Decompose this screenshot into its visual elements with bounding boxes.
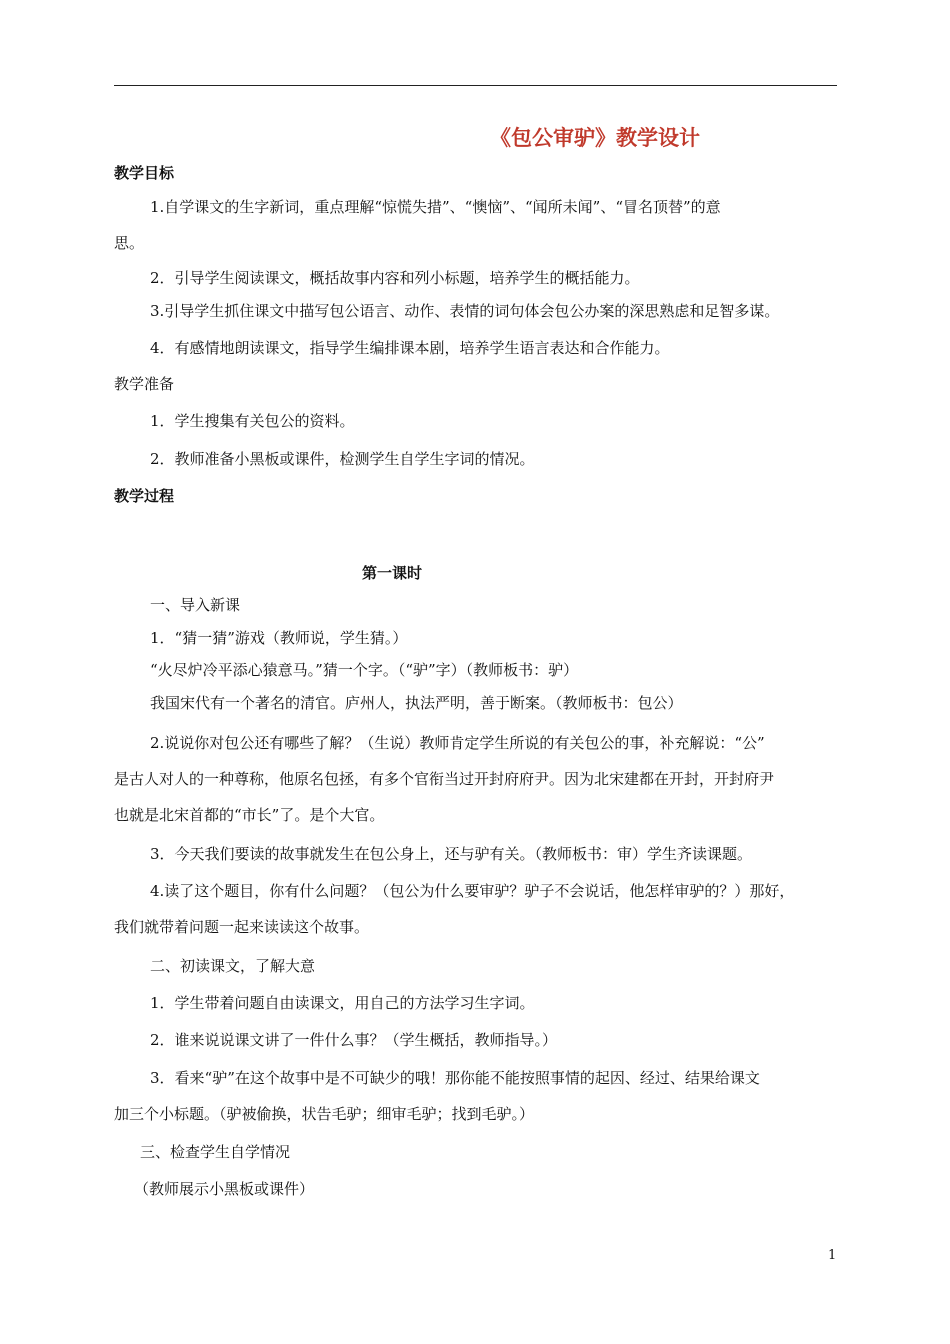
prep-2: 2．教师准备小黑板或课件，检测学生自学生字词的情况。 [150, 450, 535, 468]
part-1-item-4-cont: 我们就带着问题一起来读读这个故事。 [114, 918, 370, 936]
part-3-heading: 三、检查学生自学情况 [140, 1143, 291, 1161]
part-1-item-2-cont-a: 是古人对人的一种尊称，他原名包拯，有多个官衔当过开封府府尹。因为北宋建都在开封，开封府尹 [114, 770, 775, 788]
part-1-item-2-cont-b: 也就是北宋首都的“市长”了。是个大官。 [114, 806, 385, 824]
objective-4: 4．有感情地朗读课文，指导学生编排课本剧，培养学生语言表达和合作能力。 [150, 339, 670, 357]
header-rule [114, 85, 837, 86]
part-2-item-3: 3．看来“驴”在这个故事中是不可缺少的哦！那你能不能按照事情的起因、经过、结果给课文 [150, 1069, 760, 1087]
part-1-item-4: 4.读了这个题目，你有什么问题？（包公为什么要审驴？驴子不会说话，他怎样审驴的？）那好， [150, 882, 795, 900]
objectives-heading: 教学目标 [114, 164, 175, 182]
prep-heading: 教学准备 [114, 375, 175, 393]
document-title: 《包公审驴》教学设计 [490, 126, 700, 150]
objective-3: 3.引导学生抓住课文中描写包公语言、动作、表情的词句体会包公办案的深思熟虑和足智多谋。 [150, 302, 780, 320]
part-2-item-2: 2．谁来说说课文讲了一件什么事？（学生概括，教师指导。） [150, 1031, 558, 1049]
lesson-heading: 第一课时 [362, 564, 423, 582]
part-1-heading: 一、导入新课 [150, 596, 241, 614]
part-1-item-1: 1．“猜一猜”游戏（教师说，学生猜。） [150, 629, 408, 647]
process-heading: 教学过程 [114, 487, 175, 505]
part-2-item-1: 1．学生带着问题自由读课文，用自己的方法学习生字词。 [150, 994, 535, 1012]
prep-1: 1．学生搜集有关包公的资料。 [150, 412, 355, 430]
part-1-item-3: 3．今天我们要读的故事就发生在包公身上，还与驴有关。（教师板书：审）学生齐读课题。 [150, 845, 753, 863]
part-1-riddle: “火尽炉冷平添心猿意马。”猜一个字。（“驴”字）（教师板书：驴） [150, 661, 579, 679]
objective-2: 2．引导学生阅读课文，概括故事内容和列小标题，培养学生的概括能力。 [150, 269, 640, 287]
objective-1-cont: 思。 [114, 234, 145, 252]
part-3-note: （教师展示小黑板或课件） [134, 1180, 315, 1198]
part-2-item-3-cont: 加三个小标题。（驴被偷换，状告毛驴；细审毛驴；找到毛驴。） [114, 1105, 535, 1123]
part-2-heading: 二、初读课文，了解大意 [150, 957, 316, 975]
part-1-intro: 我国宋代有一个著名的清官。庐州人，执法严明，善于断案。（教师板书：包公） [150, 694, 683, 712]
objective-1: 1.自学课文的生字新词，重点理解“惊慌失措”、“懊恼”、“闻所未闻”、“冒名顶替”的意 [150, 198, 721, 216]
page-number: 1 [828, 1248, 837, 1263]
part-1-item-2: 2.说说你对包公还有哪些了解？（生说）教师肯定学生所说的有关包公的事，补充解说：“公” [150, 734, 765, 752]
